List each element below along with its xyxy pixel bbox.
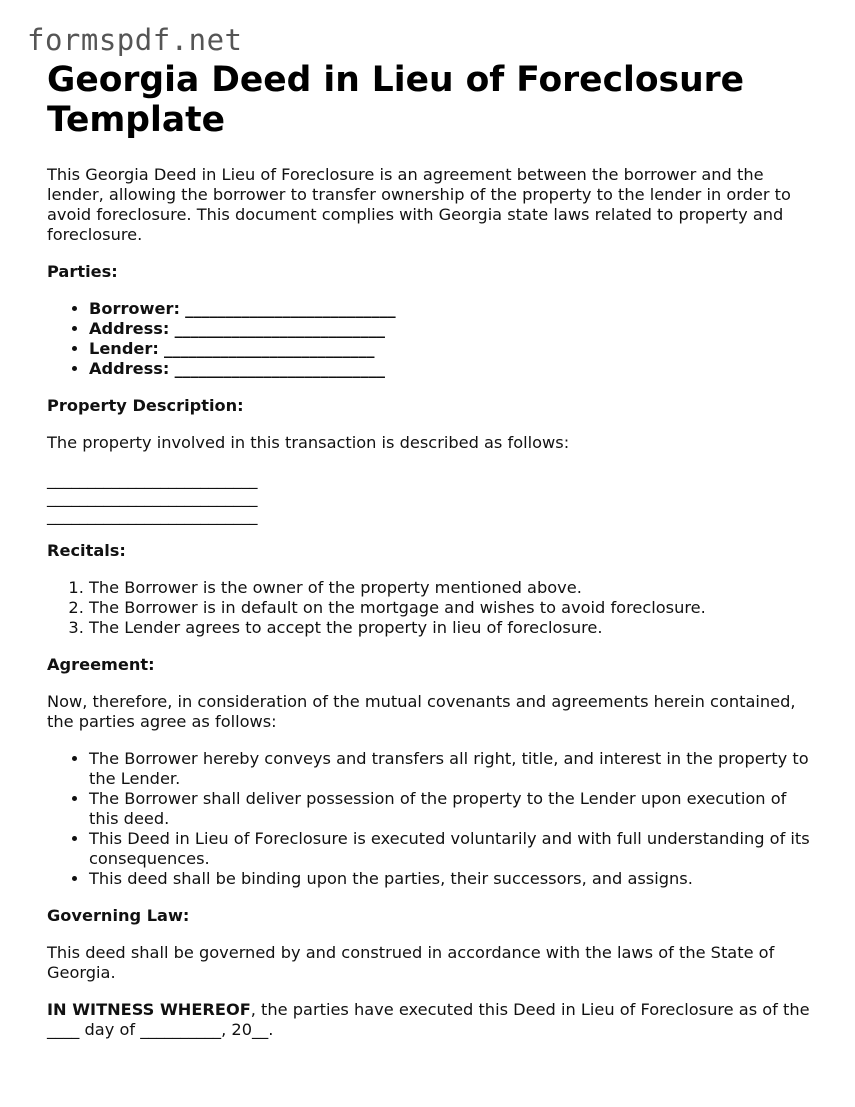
page-title: Georgia Deed in Lieu of Foreclosure Template: [47, 60, 745, 140]
property-blanks: [47, 470, 817, 524]
agreement-item: • The Borrower shall deliver possession of the property to the Lender upon execution of this deed.: [89, 789, 817, 829]
party-label: Borrower:: [89, 299, 180, 318]
party-label: Address:: [89, 359, 170, 378]
recital-item: 1. The Borrower is the owner of the property mentioned above.: [89, 578, 817, 598]
party-blank: __________________________: [174, 359, 386, 378]
party-lender-address: [89, 359, 817, 379]
party-borrower: [89, 299, 817, 319]
agreement-list: [47, 749, 817, 889]
party-borrower-address: [89, 319, 817, 339]
parties-list: [47, 299, 817, 379]
document-body: [47, 60, 817, 1040]
party-blank: __________________________: [164, 339, 375, 358]
recital-item: 2. The Borrower is in default on the mortgage and wishes to avoid foreclosure.: [89, 598, 817, 618]
property-blank-line: __________________________: [47, 506, 258, 525]
governing-law-heading: Governing Law:: [47, 906, 190, 925]
agreement-item: • This Deed in Lieu of Foreclosure is executed voluntarily and with full understanding of its consequences.: [89, 829, 817, 869]
witness-paragraph: [47, 1000, 817, 1040]
parties-heading: Parties:: [47, 262, 118, 281]
witness-bold: IN WITNESS WHEREOF: [47, 1000, 251, 1019]
party-label: Address:: [89, 319, 170, 338]
property-heading: Property Description:: [47, 396, 244, 415]
agreement-item: • The Borrower hereby conveys and transfers all right, title, and interest in the property to the Lender.: [89, 749, 817, 789]
property-text: The property involved in this transaction is described as follows:: [47, 433, 570, 452]
watermark: formspdf.net: [27, 23, 243, 57]
governing-law-text: This deed shall be governed by and construed in accordance with the laws of the State of Georgia.: [47, 943, 775, 982]
recitals-list: [47, 578, 817, 638]
party-blank: __________________________: [174, 319, 386, 338]
party-blank: __________________________: [185, 299, 396, 318]
agreement-heading: Agreement:: [47, 655, 155, 674]
property-blank-line: __________________________: [47, 488, 258, 507]
recitals-heading: Recitals:: [47, 541, 126, 560]
agreement-text: Now, therefore, in consideration of the mutual covenants and agreements herein contained, the parties agree as follows:: [47, 692, 796, 731]
party-lender: [89, 339, 817, 359]
party-label: Lender:: [89, 339, 159, 358]
property-blank-line: __________________________: [47, 470, 258, 489]
recital-item: 3. The Lender agrees to accept the property in lieu of foreclosure.: [89, 618, 817, 638]
intro-paragraph: This Georgia Deed in Lieu of Foreclosure is an agreement between the borrower and the lender, allowing the borrower to transfer ownership of the property to the lender in order to avoid foreclosure. This document complies with Georgia state laws related to property and foreclosure.: [47, 165, 791, 244]
agreement-item: • This deed shall be binding upon the parties, their successors, and assigns.: [89, 869, 817, 889]
witness-text: , the parties have executed this Deed in Lieu of Foreclosure as of the ____ day of __________, 20__.: [47, 1000, 810, 1039]
